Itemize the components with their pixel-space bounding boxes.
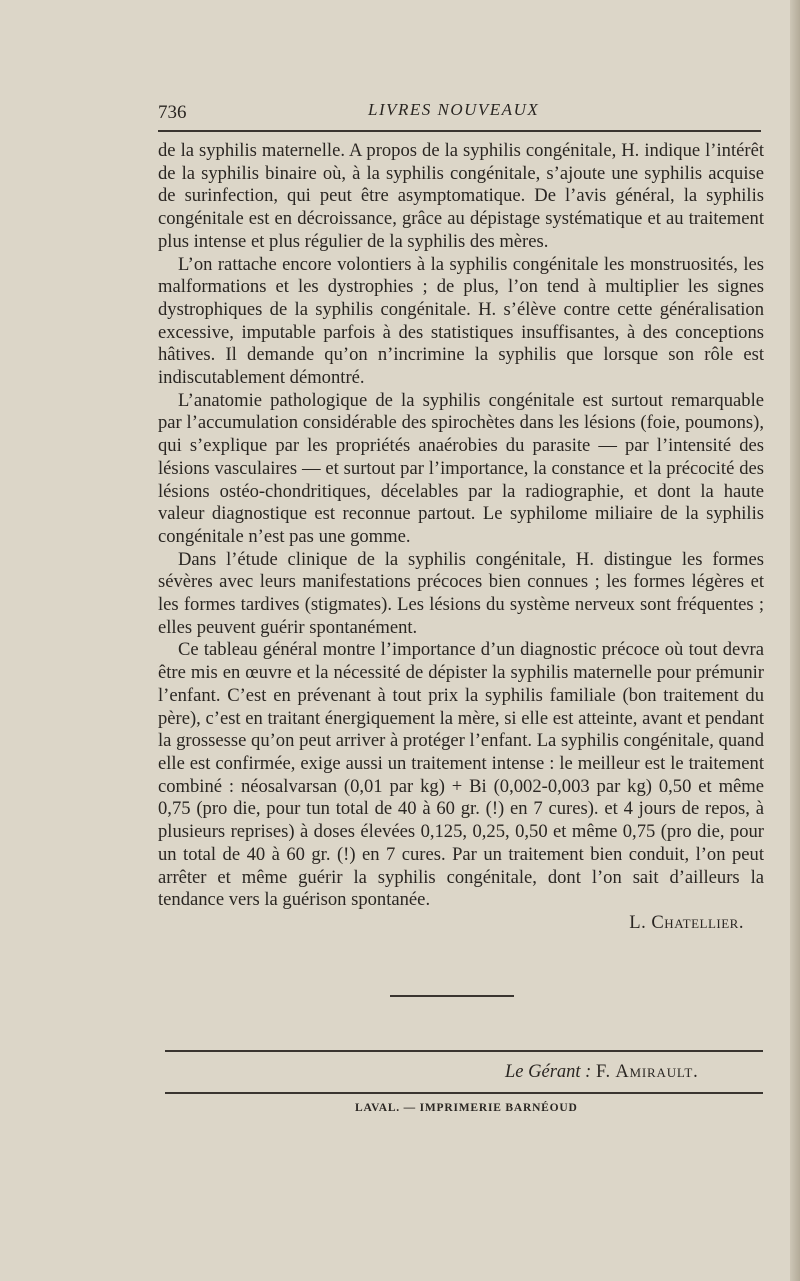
section-end-rule bbox=[390, 995, 514, 997]
paragraph: de la syphilis maternelle. A propos de la syphilis congénitale, H. indique l’intérêt de la syphilis binaire où, à la syphilis congénitale, s’ajoute une syphilis acquise de surinfection, qui peut être asymptomatique. De l’avis général, la syphilis congénitale est en décroissance, grâce au dépistage systématique et au traitement plus intense et plus régulier de la syphilis des mères. bbox=[158, 140, 764, 252]
paragraph: L’on rattache encore volontiers à la syphilis congénitale les monstruosités, les malformations et les dystrophies ; de plus, l’on tend à multiplier les signes dystrophiques de la syphilis congénitale. H. s’élève contre cette généralisation excessive, imputable parfois à des statistiques insuffisantes, à des conceptions hâtives. Il demande qu’on n’incrimine la syphilis que lorsque son rôle est indiscutablement démontré. bbox=[158, 253, 764, 389]
running-title: LIVRES NOUVEAUX bbox=[368, 100, 540, 119]
paragraph: L’anatomie pathologique de la syphilis congénitale est surtout remarquable par l’accumulation considérable des spirochètes dans les lésions (foie, poumons), qui s’explique par les propriétés anaérobies du parasite — par l’intensité des lésions vasculaires — et surtout par l’importance, la constance et la précocité des lésions ostéo-chondritiques, décelables par la radiographie, et dont la haute valeur diagnostique est reconnue partout. Le syphilome miliaire de la syphilis congénitale n’est pas une gomme. bbox=[158, 389, 764, 547]
gerant-name: F. Amirault. bbox=[595, 1062, 699, 1082]
author-signature: L. Chatellier. bbox=[629, 911, 744, 933]
paragraph: Ce tableau général montre l’importance d’un diagnostic précoce où tout devra être mis en œuvre et la nécessité de dépister la syphilis maternelle pour prémunir l’enfant. C’est en prévenant à tout prix la syphilis familiale (bon traitement du père), c’est en traitant énergiquement la mère, si elle est atteinte, avant et pendant la grossesse qu’on peut arriver à protéger l’enfant. La syphilis congénitale, quand elle est confirmée, exige aussi un traitement intense : le meilleur est le traitement combiné : néosalvarsan (0,01 par kg) + Bi (0,002-0,003 par kg) 0,50 et même 0,75 (pro die, pour tun total de 40 à 60 gr. (!) en 7 cures). et 4 jours de repos, à plusieurs reprises) à doses élevées 0,125, 0,25, 0,50 et même 0,75 (pro die, pour un total de 40 à 60 gr. (!) en 7 cures. Par un traitement bien conduit, l’on peut arrêter et même guérir la syphilis congénitale, dont l’on sait d’ailleurs la tendance vers la guérison spontanée. bbox=[158, 639, 764, 911]
footer-rule-bottom bbox=[165, 1092, 763, 1094]
gerant-label: Le Gérant : bbox=[505, 1062, 592, 1082]
page-header bbox=[158, 98, 760, 128]
publisher-manager bbox=[505, 1062, 699, 1083]
article-body bbox=[158, 140, 764, 935]
header-rule bbox=[158, 130, 761, 132]
printer-imprint: LAVAL. — IMPRIMERIE BARNÉOUD bbox=[355, 1102, 578, 1114]
paragraph: Dans l’étude clinique de la syphilis congénitale, H. distingue les formes sévères avec leurs manifestations précoces bien connues ; les formes légères et les formes tardives (stigmates). Les lésions du système nerveux sont fréquentes ; elles peuvent guérir spontanément. bbox=[158, 548, 764, 638]
footer-rule-top bbox=[165, 1050, 763, 1052]
signature-line bbox=[158, 912, 764, 935]
page-edge-shadow bbox=[790, 0, 800, 1281]
page-number: 736 bbox=[158, 102, 187, 123]
